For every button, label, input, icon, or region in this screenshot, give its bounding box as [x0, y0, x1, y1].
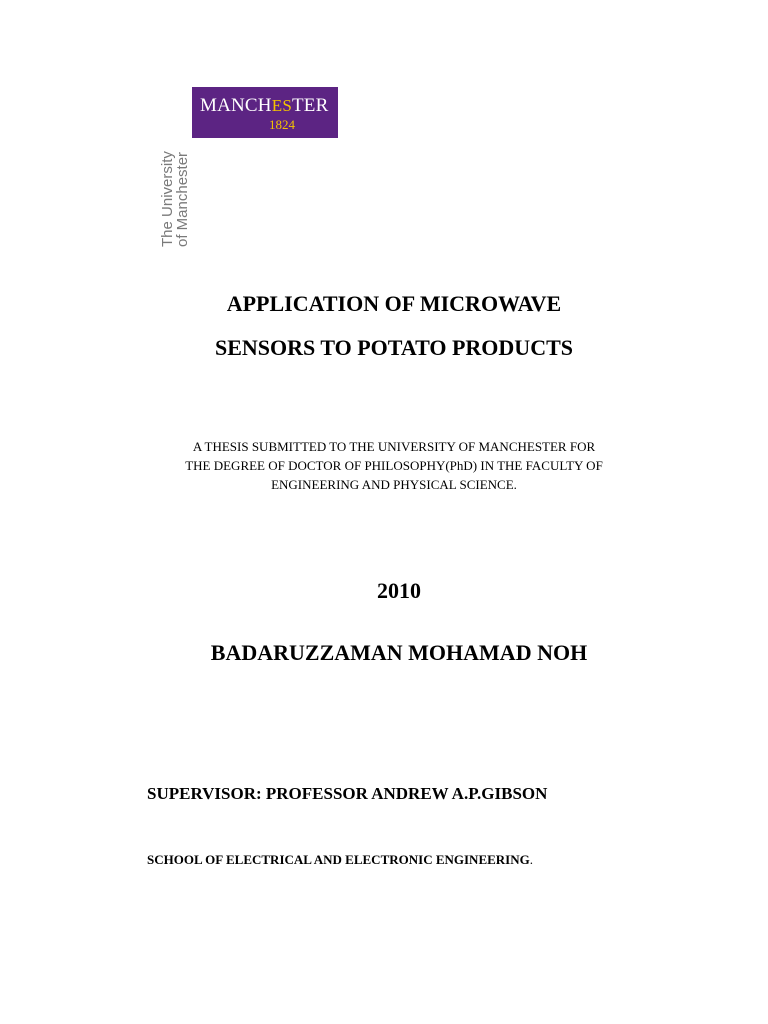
school-trailing: .: [529, 852, 533, 867]
thesis-statement: [0, 437, 768, 494]
thesis-title-line1: APPLICATION OF MICROWAVE: [226, 291, 562, 316]
university-name-vertical: [160, 151, 190, 247]
logo-year: 1824: [269, 117, 295, 132]
thesis-statement-line1: A THESIS SUBMITTED TO THE UNIVERSITY OF MANCHESTER FOR: [192, 439, 596, 454]
university-logo: [192, 87, 338, 138]
logo-wordmark: [200, 96, 328, 115]
university-name-line2: of Manchester: [174, 151, 191, 247]
logo-word-part: ER: [303, 95, 329, 116]
logo-word-part: T: [291, 95, 304, 116]
author-name: BADARUZZAMAN MOHAMAD NOH: [210, 640, 588, 665]
school-line: [147, 852, 533, 868]
thesis-statement-line3: ENGINEERING AND PHYSICAL SCIENCE.: [271, 477, 517, 492]
thesis-title-line2: SENSORS TO POTATO PRODUCTS: [214, 335, 573, 360]
supervisor-line: SUPERVISOR: PROFESSOR ANDREW A.P.GIBSON: [147, 784, 548, 803]
logo-word-part: MANCH: [200, 95, 272, 116]
thesis-statement-line2: THE DEGREE OF DOCTOR OF PHILOSOPHY(PhD) IN THE FACULTY OF: [185, 458, 603, 473]
logo-word-accent: ES: [271, 96, 292, 115]
thesis-year: 2010: [377, 578, 421, 603]
university-name-line1: The University: [159, 151, 176, 247]
school-name: SCHOOL OF ELECTRICAL AND ELECTRONIC ENGINEERING: [147, 852, 530, 867]
